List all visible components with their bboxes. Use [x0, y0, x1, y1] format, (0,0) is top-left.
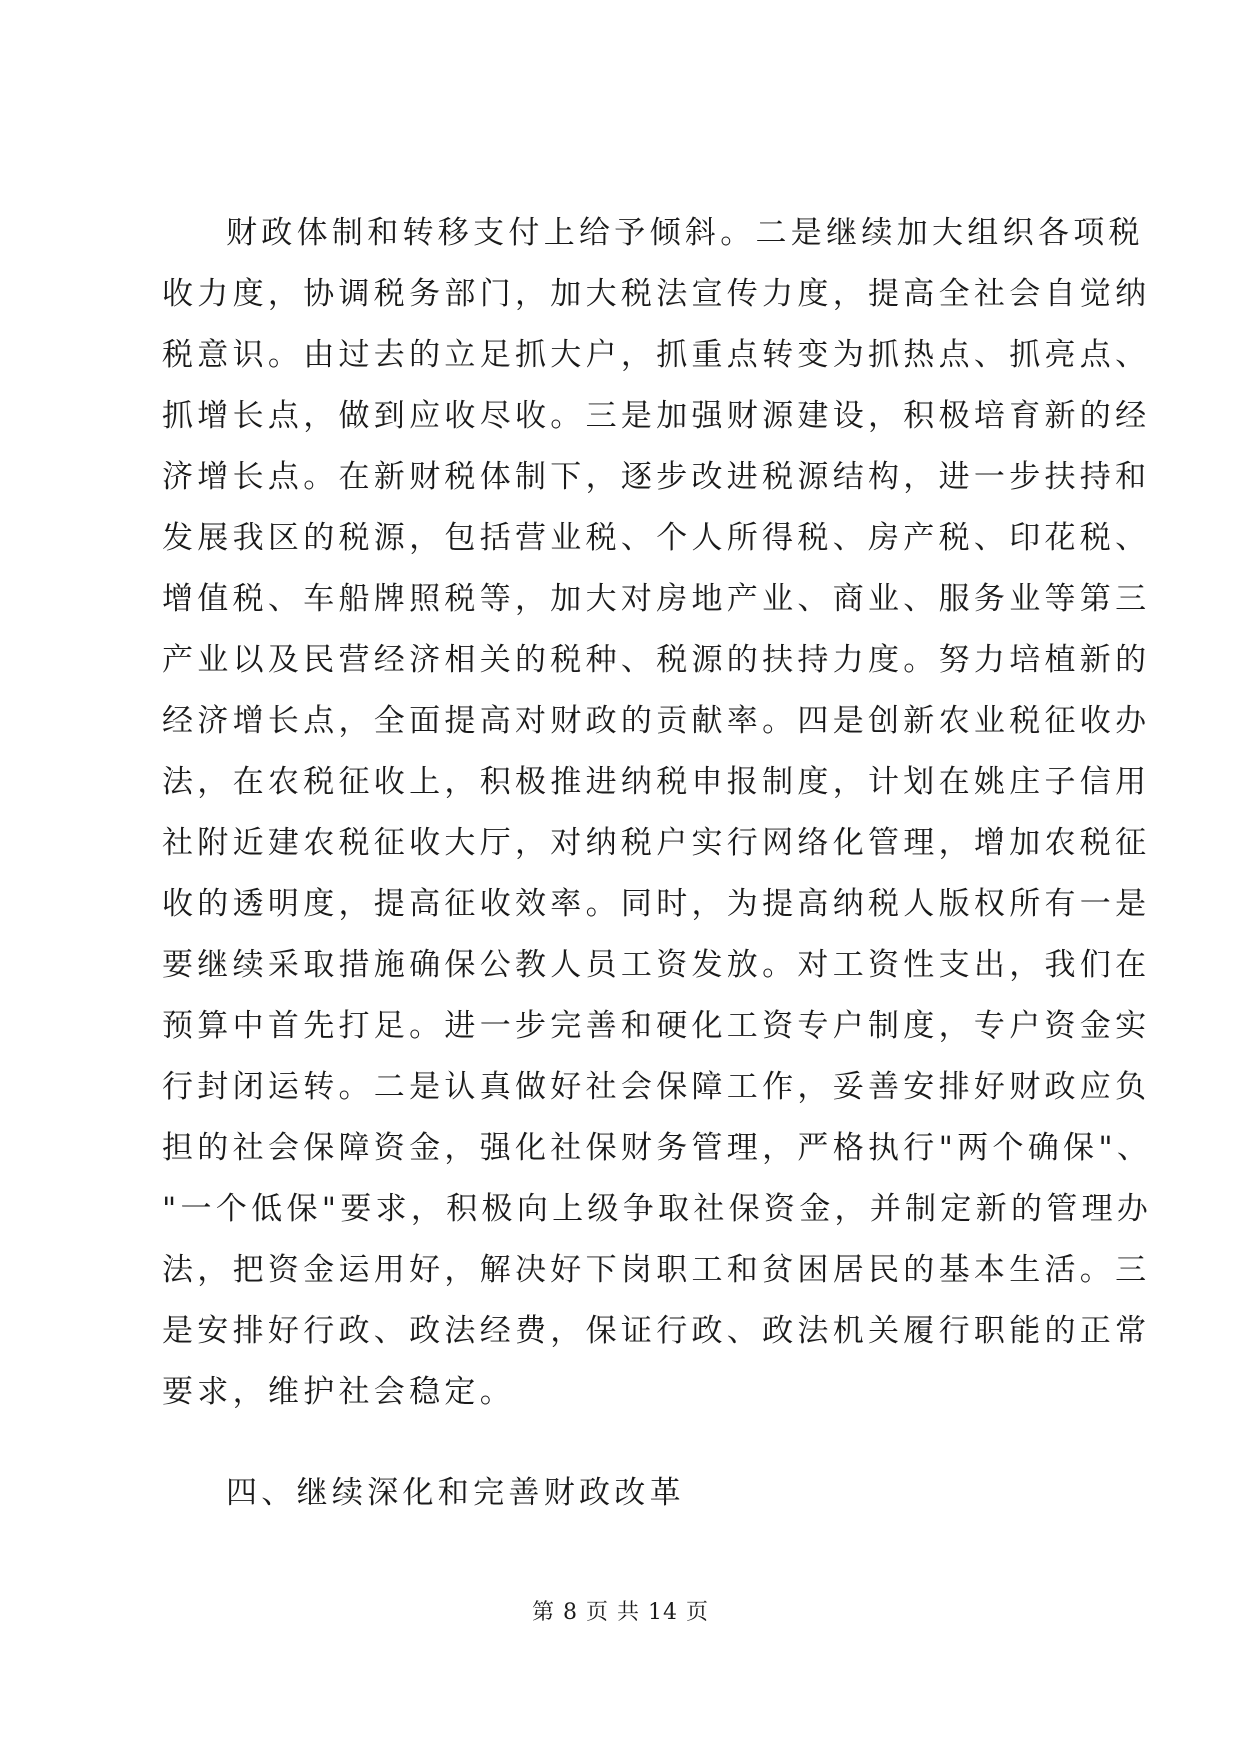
- paragraph-line: 发展我区的税源，包括营业税、个人所得税、房产税、印花税、: [162, 520, 1151, 556]
- page-number-footer: 第 8 页 共 14 页: [532, 1600, 709, 1625]
- paragraph-line: 要求，维护社会稳定。: [162, 1374, 515, 1410]
- paragraph-line: 预算中首先打足。进一步完善和硬化工资专户制度，专户资金实: [162, 1008, 1151, 1044]
- paragraph-line: 是安排好行政、政法经费，保证行政、政法机关履行职能的正常: [162, 1313, 1151, 1349]
- paragraph-line: 行封闭运转。二是认真做好社会保障工作，妥善安排好财政应负: [162, 1069, 1151, 1105]
- paragraph-line: 抓增长点，做到应收尽收。三是加强财源建设，积极培育新的经: [162, 398, 1151, 434]
- paragraph-line: 社附近建农税征收大厅，对纳税户实行网络化管理，增加农税征: [162, 825, 1151, 861]
- body-paragraph: [162, 203, 1153, 1423]
- paragraph-line: 要继续采取措施确保公教人员工资发放。对工资性支出，我们在: [162, 947, 1151, 983]
- paragraph-line: 法，把资金运用好，解决好下岗职工和贫困居民的基本生活。三: [162, 1252, 1151, 1288]
- paragraph-line: 收的透明度，提高征收效率。同时，为提高纳税人版权所有一是: [162, 886, 1151, 922]
- paragraph-line: 增值税、车船牌照税等，加大对房地产业、商业、服务业等第三: [162, 581, 1151, 617]
- paragraph-line: "一个低保"要求，积极向上级争取社保资金，并制定新的管理办: [162, 1191, 1153, 1227]
- paragraph-line: 收力度，协调税务部门，加大税法宣传力度，提高全社会自觉纳: [162, 276, 1151, 312]
- paragraph-line: 财政体制和转移支付上给予倾斜。二是继续加大组织各项税: [226, 215, 1144, 251]
- paragraph-line: 担的社会保障资金，强化社保财务管理，严格执行"两个确保"、: [162, 1130, 1153, 1166]
- paragraph-line: 济增长点。在新财税体制下，逐步改进税源结构，进一步扶持和: [162, 459, 1151, 495]
- paragraph-line: 税意识。由过去的立足抓大户，抓重点转变为抓热点、抓亮点、: [162, 337, 1151, 373]
- paragraph-line: 法，在农税征收上，积极推进纳税申报制度，计划在姚庄子信用: [162, 764, 1151, 800]
- section-heading: 四、继续深化和完善财政改革: [226, 1475, 685, 1511]
- paragraph-line: 产业以及民营经济相关的税种、税源的扶持力度。努力培植新的: [162, 642, 1151, 678]
- paragraph-line: 经济增长点，全面提高对财政的贡献率。四是创新农业税征收办: [162, 703, 1151, 739]
